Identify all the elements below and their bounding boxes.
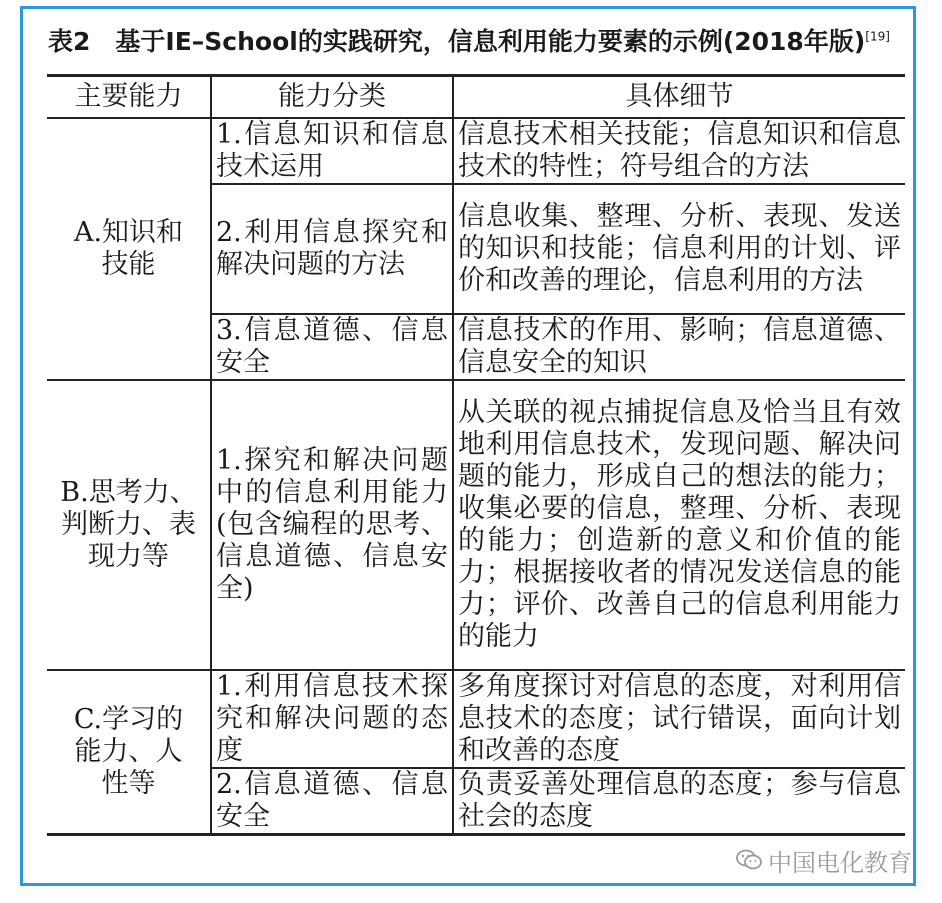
competency-table [47,74,905,836]
subclass-cell: 2.利用信息探究和解决问题的方法 [211,184,453,314]
subclass-cell: 1.信息知识和信息技术运用 [211,118,453,184]
category-cell: B.思考力、判断力、表现力等 [47,380,211,670]
detail-cell: 从关联的视点捕捉信息及恰当且有效地利用信息技术，发现问题、解决问题的能力，形成自己的想法的能力；收集必要的信息，整理、分析、表现的能力；创造新的意义和价值的能力；根据接收者的情况发送信息的能力；评价、改善自己的信息利用能力的能力 [453,380,905,670]
header-details: 具体细节 [453,76,905,119]
header-row [47,76,905,119]
subclass-cell: 1.探究和解决问题中的信息利用能力(包含编程的思考、信息道德、信息安全) [211,380,453,670]
watermark [736,842,912,878]
subclass-cell: 1.利用信息技术探究和解决问题的态度 [211,670,453,768]
detail-cell: 信息收集、整理、分析、表现、发送的知识和技能；信息利用的计划、评价和改善的理论，信息利用的方法 [453,184,905,314]
detail-cell: 信息技术的作用、影响；信息道德、信息安全的知识 [453,314,905,380]
caption-text: 表2 基于IE–School的实践研究，信息利用能力要素的示例(2018年版) [48,27,866,56]
detail-cell: 多角度探讨对信息的态度，对利用信息技术的态度；试行错误，面向计划和改善的态度 [453,670,905,768]
category-cell: C.学习的能力、人性等 [47,670,211,835]
detail-cell: 信息技术相关技能；信息知识和信息技术的特性；符号组合的方法 [453,118,905,184]
wechat-icon [736,849,762,871]
table-caption [48,20,908,64]
watermark-text: 中国电化教育 [768,848,912,877]
category-cell: A.知识和技能 [47,118,211,380]
header-main-ability: 主要能力 [47,76,211,119]
detail-cell: 负责妥善处理信息的态度；参与信息社会的态度 [453,768,905,835]
header-ability-class: 能力分类 [211,76,453,119]
subclass-cell: 2.信息道德、信息安全 [211,768,453,835]
table-row [47,670,905,768]
table-row [47,118,905,184]
caption-reference: [19] [865,29,890,44]
subclass-cell: 3.信息道德、信息安全 [211,314,453,380]
table-row [47,380,905,670]
